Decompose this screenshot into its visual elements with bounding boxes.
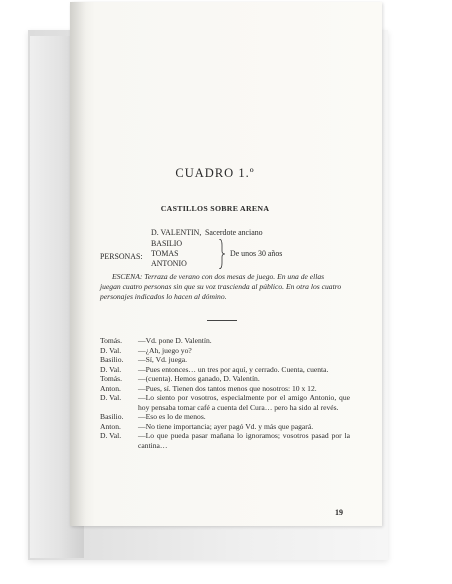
dialogue-line bbox=[100, 393, 350, 412]
scene-description: ESCENA: Terraza de verano con dos mesas de juego. En una de ellas juegan cuatro personas sin que su voz trascienda al público. En otra los cuatro personajes indicados lo hacen al dómino. bbox=[100, 272, 342, 301]
divider bbox=[207, 320, 237, 321]
speaker: D. Val. bbox=[100, 431, 122, 440]
cast-name: TOMAS bbox=[151, 249, 179, 258]
speaker: D. Val. bbox=[100, 393, 122, 402]
speaker: D. Val. bbox=[100, 364, 122, 374]
cast-name: BASILIO bbox=[151, 239, 183, 248]
cast-name: D. VALENTIN, bbox=[151, 228, 202, 237]
speaker: Tomás. bbox=[100, 374, 123, 383]
dialogue bbox=[100, 336, 350, 450]
speech: —Pues entonces… un tres por aquí, y cerrado. Cuenta, cuenta. bbox=[138, 364, 329, 374]
speech: —Vd. pone D. Valentín. bbox=[138, 336, 212, 345]
dialogue-line bbox=[100, 336, 350, 346]
dialogue-line bbox=[100, 365, 350, 375]
speaker: Anton. bbox=[100, 421, 121, 431]
curly-brace-icon bbox=[218, 239, 226, 269]
speaker: Anton. bbox=[100, 383, 121, 393]
dialogue-line bbox=[100, 374, 350, 384]
speech: —¿Ah, juego yo? bbox=[138, 345, 192, 355]
speech: —(cuenta). Hemos ganado, D. Valentín. bbox=[138, 374, 260, 383]
speaker: Basilio. bbox=[100, 355, 124, 364]
cast-description: Sacerdote anciano bbox=[205, 228, 263, 237]
dialogue-line bbox=[100, 346, 350, 356]
speech: —Lo que pueda pasar mañana lo ignoramos; vosotros pasad por la cantina… bbox=[138, 431, 350, 450]
page-number: 19 bbox=[335, 508, 343, 517]
speaker: Tomás. bbox=[100, 336, 123, 345]
dialogue-line bbox=[100, 355, 350, 365]
dialogue-line bbox=[100, 431, 350, 450]
dialogue-line bbox=[100, 412, 350, 422]
speaker: D. Val. bbox=[100, 345, 122, 355]
speech: —Eso es lo de menos. bbox=[138, 412, 206, 421]
speech: —Pues, sí. Tienen dos tantos menos que nosotros: 10 x 12. bbox=[138, 383, 317, 393]
speaker: Basilio. bbox=[100, 412, 124, 421]
speech: —Lo siento por vosotros, especialmente por el amigo Antonio, que hoy pensaba tomar café a cuenta del Cura… pero ha sido al revés. bbox=[138, 393, 350, 412]
cast-list bbox=[100, 228, 360, 278]
cast-description: De unos 30 años bbox=[230, 249, 283, 258]
dialogue-line bbox=[100, 422, 350, 432]
cast-label: PERSONAS: bbox=[100, 252, 143, 261]
scene-title: CUADRO 1.º bbox=[175, 166, 255, 180]
act-subtitle: CASTILLOS SOBRE ARENA bbox=[160, 204, 270, 213]
cast-name: ANTONIO bbox=[151, 259, 187, 268]
dialogue-line bbox=[100, 384, 350, 394]
speech: —No tiene importancia; ayer pagó Vd. y más que pagará. bbox=[138, 421, 314, 431]
speech: —Sí, Vd. juega. bbox=[138, 355, 188, 364]
